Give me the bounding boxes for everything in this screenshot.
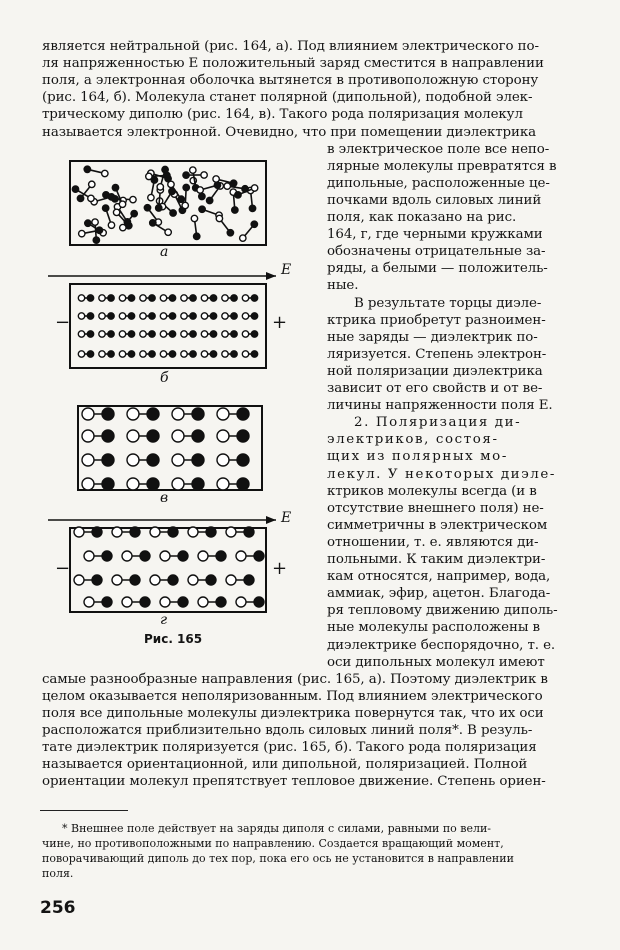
figure-caption: Рис. 165	[144, 632, 203, 646]
text-line: поля, как показано на рис.	[327, 210, 517, 225]
panel-a-dipole-positive	[240, 235, 246, 241]
panel-b-dipole-positive	[140, 313, 146, 319]
panel-g-dipole-negative	[216, 597, 226, 607]
panel-b-dipole-positive	[222, 313, 228, 319]
panel-b-dipole-positive	[99, 295, 105, 301]
panel-b-dipole-positive	[181, 351, 187, 357]
panel-a-dipole-positive	[146, 173, 152, 179]
panel-a-dipole-positive	[120, 224, 126, 230]
panel-g-dipole-negative	[206, 527, 216, 537]
text-line: тате диэлектрик поляризуется (рис. 165, б). Такого рода поляризация	[42, 740, 537, 756]
panel-b-dipole-negative	[108, 313, 114, 319]
panel-b-dipole-positive	[99, 331, 105, 337]
text-line: ктрика приобретут разноимен-	[327, 312, 546, 328]
panel-v-dipole-positive	[82, 430, 94, 442]
panel-b-dipole-negative	[149, 295, 155, 301]
panel-b-dipole-positive	[222, 351, 228, 357]
panel-label-v: в	[160, 490, 169, 506]
text-line: 2. Поляризация ди-	[354, 415, 522, 431]
panel-b-dipole-positive	[181, 295, 187, 301]
panel-v-dipole-positive	[217, 408, 229, 420]
panel-v-dipole-positive	[127, 430, 139, 442]
panel-v-dipole-positive	[172, 478, 184, 490]
panel-g-dipole-positive	[198, 597, 208, 607]
panel-b-dipole-positive	[78, 313, 84, 319]
panel-a-dipole-negative	[84, 166, 90, 172]
text-line: ные.	[327, 278, 359, 294]
text-line: поля, а электронная оболочка вытянется в противоположную сторону	[42, 73, 539, 89]
text-line: обозначены отрицательные за-	[327, 244, 546, 260]
panel-g-dipole-negative	[178, 551, 188, 561]
panel-a-dipole-negative	[178, 196, 184, 202]
panel-b-dipole-positive	[160, 351, 166, 357]
panel-v-dipole-negative	[192, 430, 204, 442]
panel-a-dipole-negative	[183, 172, 189, 178]
panel-b-dipole-negative	[149, 313, 155, 319]
panel-v-dipole-positive	[82, 408, 94, 420]
panel-a-dipole-negative	[96, 227, 102, 233]
panel-b-dipole-positive	[78, 331, 84, 337]
panel-v-dipole-negative	[237, 408, 249, 420]
panel-a-dipole-positive	[165, 229, 171, 235]
text-line: личины напряженности поля E.	[327, 398, 553, 414]
panel-b-dipole-positive	[242, 331, 248, 337]
panel-b-dipole-negative	[231, 313, 237, 319]
panel-b-dipole-positive	[181, 331, 187, 337]
panel-g-dipole-positive	[150, 575, 160, 585]
panel-a-dipole-negative	[194, 233, 200, 239]
text-line: ные заряды — диэлектрик по-	[327, 329, 538, 345]
panel-g-dipole-positive	[236, 597, 246, 607]
panel-b-dipole-positive	[222, 295, 228, 301]
panel-b-dipole-positive	[160, 313, 166, 319]
panel-a-dipole-positive	[88, 195, 94, 201]
panel-v-dipole-negative	[237, 430, 249, 442]
panel-a-dipole-positive	[89, 181, 95, 187]
text-line: называется электронной. Очевидно, что при помещении диэлектрика	[42, 124, 536, 140]
panel-a-dipole-positive	[119, 201, 125, 207]
panel-v-dipole-negative	[237, 454, 249, 466]
panel-a-dipole-negative	[214, 182, 220, 188]
text-line: почками вдоль силовых линий	[327, 192, 542, 208]
panel-v-dipole-positive	[82, 478, 94, 490]
panel-b-dipole-negative	[251, 295, 257, 301]
panel-g-dipole-positive	[84, 551, 94, 561]
panel-g-dipole-positive	[226, 527, 236, 537]
panel-a-dipole-negative	[150, 220, 156, 226]
panel-g-dipole-positive	[198, 551, 208, 561]
panel-b-dipole-negative	[169, 295, 175, 301]
text-line: ля напряженностью E положительный заряд сместится в направлении	[42, 56, 544, 72]
panel-g-dipole-negative	[140, 551, 150, 561]
panel-b-dipole-negative	[169, 351, 175, 357]
panel-v-dipole-negative	[102, 430, 114, 442]
panel-a-dipole-positive	[201, 172, 207, 178]
panel-g-dipole-negative	[168, 575, 178, 585]
panel-b-dipole-negative	[128, 313, 134, 319]
panel-b-dipole-positive	[99, 351, 105, 357]
text-line: лекул. У некоторых диэле-	[327, 466, 557, 482]
panel-a-dipole-negative	[72, 186, 78, 192]
panel-g-dipole-positive	[74, 575, 84, 585]
panel-g-dipole-positive	[122, 551, 132, 561]
text-line: щих из полярных мо-	[327, 449, 508, 465]
panel-a-dipole-negative	[235, 192, 241, 198]
panel-g-dipole-positive	[188, 575, 198, 585]
footnote-line: поворачивающий диполь до тех пор, пока его ось не установится в направлении	[42, 852, 514, 865]
panel-b-dipole-positive	[78, 351, 84, 357]
panel-b-dipole-positive	[242, 313, 248, 319]
panel-b-dipole-positive	[201, 331, 207, 337]
panel-b-dipole-negative	[210, 351, 216, 357]
panel-g-dipole-positive	[160, 597, 170, 607]
panel-a-dipole-negative	[85, 220, 91, 226]
panel-label-b: б	[160, 370, 169, 386]
panel-v-dipole-positive	[127, 454, 139, 466]
panel-v-dipole-negative	[102, 478, 114, 490]
panel-a-dipole-negative	[102, 205, 108, 211]
panel-a-dipole-negative	[230, 180, 236, 186]
panel-b-dipole-negative	[190, 351, 196, 357]
text-line: (рис. 164, б). Молекула станет полярной (дипольной), подобной элек-	[42, 90, 533, 106]
panel-v-dipole-negative	[147, 454, 159, 466]
panel-a-dipole-negative	[144, 205, 150, 211]
text-line: кам относятся, например, вода,	[327, 569, 551, 585]
panel-a-dipole-negative	[251, 221, 257, 227]
field-arrow-b-head	[266, 272, 276, 280]
panel-g-dipole-negative	[92, 575, 102, 585]
panel-a-dipole-negative	[199, 206, 205, 212]
panel-g-dipole-negative	[130, 575, 140, 585]
text-line: аммиак, эфир, ацетон. Благода-	[327, 586, 551, 602]
panel-a-dipole-positive	[224, 183, 230, 189]
panel-g-dipole-negative	[206, 575, 216, 585]
page-number: 256	[40, 898, 76, 918]
panel-v-dipole-positive	[172, 408, 184, 420]
panel-b-dipole-negative	[169, 313, 175, 319]
panel-b-dipole-negative	[87, 313, 93, 319]
text-line: в электрическое поле все непо-	[327, 141, 550, 157]
panel-b-dipole-negative	[231, 295, 237, 301]
text-line: самые разнообразные направления (рис. 165, а). Поэтому диэлектрик в	[42, 671, 548, 687]
panel-a-dipole-negative	[170, 210, 176, 216]
panel-b-dipole-negative	[251, 351, 257, 357]
text-line: отсутствие внешнего поля) не-	[327, 500, 544, 516]
panel-g-dipole-positive	[188, 527, 198, 537]
panel-a-dipole-negative	[249, 205, 255, 211]
panel-a-dipole-negative	[183, 184, 189, 190]
panel-b-dipole-positive	[242, 351, 248, 357]
panel-a-dipole-positive	[130, 196, 136, 202]
minus-sign-b: −	[55, 312, 71, 333]
panel-a-dipole-negative	[93, 237, 99, 243]
text-line: электриков, состоя-	[327, 432, 499, 448]
panel-a-dipole-positive	[79, 230, 85, 236]
panel-b-dipole-positive	[140, 295, 146, 301]
text-line: ляризуется. Степень электрон-	[327, 346, 547, 362]
panel-v-dipole-negative	[237, 478, 249, 490]
text-line: лярные молекулы превратятся в	[327, 158, 557, 174]
panel-v-dipole-positive	[217, 478, 229, 490]
panel-v-dipole-negative	[147, 430, 159, 442]
panel-b-dipole-negative	[251, 313, 257, 319]
panel-g-dipole-positive	[160, 551, 170, 561]
text-line: симметричны в электрическом	[327, 517, 548, 533]
text-line: ряды, а белыми — положитель-	[327, 261, 548, 277]
panel-b-dipole-positive	[222, 331, 228, 337]
panel-b-dipole-positive	[99, 313, 105, 319]
panel-a-dipole-positive	[92, 219, 98, 225]
panel-a-dipole-negative	[162, 166, 168, 172]
panel-b-dipole-negative	[169, 331, 175, 337]
field-arrow-g-head	[266, 516, 276, 524]
panel-b-dipole-negative	[190, 313, 196, 319]
text-line: дипольные, расположенные це-	[327, 175, 550, 191]
text-line: ря тепловому движению диполь-	[327, 603, 558, 619]
panel-g-dipole-negative	[254, 551, 264, 561]
panel-b-dipole-negative	[87, 295, 93, 301]
panel-a-dipole-positive	[213, 176, 219, 182]
panel-g-dipole-positive	[122, 597, 132, 607]
field-label-e-1: E	[281, 262, 292, 278]
panel-b-dipole-positive	[119, 351, 125, 357]
panel-b-dipole-positive	[78, 295, 84, 301]
panel-v-dipole-negative	[192, 408, 204, 420]
text-line: ориентации молекул препятствует тепловое движение. Степень ориен-	[42, 774, 546, 790]
panel-b-dipole-positive	[119, 331, 125, 337]
panel-g-dipole-negative	[244, 575, 254, 585]
panel-label-g: г	[160, 612, 168, 628]
panel-b-dipole-positive	[201, 295, 207, 301]
panel-b-dipole-positive	[119, 295, 125, 301]
panel-a-dipole-positive	[108, 222, 114, 228]
panel-g-dipole-positive	[84, 597, 94, 607]
panel-v-dipole-positive	[82, 454, 94, 466]
panel-b-dipole-positive	[119, 313, 125, 319]
panel-a-dipole-negative	[103, 192, 109, 198]
text-line: целом оказывается неполяризованным. Под влиянием электрического	[42, 688, 543, 704]
panel-b-dipole-positive	[140, 331, 146, 337]
plus-sign-b: +	[272, 312, 288, 333]
panel-g-dipole-positive	[226, 575, 236, 585]
panel-v-dipole-negative	[147, 408, 159, 420]
text-line: В результате торцы диэле-	[354, 295, 542, 311]
panel-v-dipole-negative	[102, 408, 114, 420]
panel-b-dipole-negative	[149, 351, 155, 357]
panel-b-dipole-positive	[160, 295, 166, 301]
text-line: является нейтральной (рис. 164, а). Под влиянием электрического по-	[42, 39, 539, 54]
panel-g-dipole-negative	[130, 527, 140, 537]
panel-b-dipole-negative	[231, 351, 237, 357]
panel-b-dipole-positive	[160, 331, 166, 337]
panel-b-dipole-negative	[108, 351, 114, 357]
panel-v-dipole-negative	[192, 478, 204, 490]
panel-a-dipole-positive	[113, 209, 119, 215]
panel-b-dipole-negative	[128, 295, 134, 301]
panel-a-dipole-positive	[197, 187, 203, 193]
panel-g-dipole-negative	[254, 597, 264, 607]
text-line: ктриков молекулы всегда (и в	[327, 483, 537, 499]
panel-b-dipole-positive	[181, 313, 187, 319]
panel-v-dipole-positive	[217, 454, 229, 466]
panel-a-dipole-positive	[251, 185, 257, 191]
panel-a-dipole-positive	[190, 167, 196, 173]
panel-g-dipole-positive	[150, 527, 160, 537]
panel-a-dipole-negative	[199, 193, 205, 199]
panel-a-dipole-negative	[232, 207, 238, 213]
panel-b-dipole-negative	[87, 351, 93, 357]
panel-g-dipole-negative	[216, 551, 226, 561]
panel-b-dipole-negative	[210, 295, 216, 301]
panel-b-dipole-negative	[210, 313, 216, 319]
panel-a-dipole-positive	[102, 170, 108, 176]
panel-g-dipole-positive	[112, 527, 122, 537]
panel-v-dipole-positive	[127, 478, 139, 490]
panel-b-dipole-positive	[242, 295, 248, 301]
panel-a-dipole-positive	[182, 202, 188, 208]
footnote-line: чине, но противоположными по направлению. Создается вращающий момент,	[42, 837, 504, 850]
panel-g-dipole-negative	[92, 527, 102, 537]
panel-v-dipole-positive	[127, 408, 139, 420]
panel-a-dipole-negative	[169, 188, 175, 194]
text-line: зависит от его свойств и от ве-	[327, 381, 543, 396]
panel-a-dipole-negative	[227, 230, 233, 236]
panel-b-dipole-negative	[231, 331, 237, 337]
field-label-e-2: E	[281, 510, 292, 526]
panel-g-dipole-negative	[102, 597, 112, 607]
text-line: ные молекулы расположены в	[327, 620, 540, 636]
panel-a-dipole-negative	[112, 184, 118, 190]
panel-b-dipole-negative	[128, 351, 134, 357]
panel-b-dipole-negative	[210, 331, 216, 337]
text-line: 164, г, где черными кружками	[327, 227, 543, 243]
panel-a-dipole-negative	[206, 197, 212, 203]
panel-v-dipole-positive	[217, 430, 229, 442]
panel-label-a: а	[160, 244, 169, 260]
panel-v-dipole-negative	[102, 454, 114, 466]
panel-a-dipole-negative	[156, 205, 162, 211]
panel-g-dipole-negative	[102, 551, 112, 561]
panel-v-dipole-positive	[172, 430, 184, 442]
panel-g-dipole-positive	[112, 575, 122, 585]
panel-b-dipole-negative	[251, 331, 257, 337]
panel-g-dipole-negative	[178, 597, 188, 607]
panel-g-dipole-positive	[74, 527, 84, 537]
text-line: оси дипольных молекул имеют	[327, 654, 545, 670]
panel-b-dipole-negative	[190, 331, 196, 337]
text-line: диэлектрике беспорядочно, т. е.	[327, 637, 556, 653]
panel-b-dipole-negative	[190, 295, 196, 301]
panel-a-dipole-positive	[216, 215, 222, 221]
text-line: расположатся приблизительно вдоль силовых линий поля*. В резуль-	[42, 723, 533, 738]
panel-a-dipole-positive	[191, 215, 197, 221]
panel-b-dipole-positive	[140, 351, 146, 357]
panel-b-dipole-positive	[201, 351, 207, 357]
panel-a-dipole-negative	[242, 186, 248, 192]
panel-b-dipole-negative	[149, 331, 155, 337]
panel-v-dipole-negative	[192, 454, 204, 466]
panel-b-dipole-negative	[128, 331, 134, 337]
text-line: отношении, т. е. являются ди-	[327, 534, 539, 550]
panel-a-dipole-positive	[157, 184, 163, 190]
panel-g-dipole-negative	[244, 527, 254, 537]
panel-b-dipole-negative	[87, 331, 93, 337]
footnote-line: поля.	[42, 867, 74, 880]
panel-a-dipole-negative	[131, 210, 137, 216]
minus-sign-g: −	[55, 558, 71, 579]
panel-b-dipole-negative	[108, 295, 114, 301]
text-line: польными. К таким диэлектри-	[327, 552, 546, 567]
panel-g-dipole-negative	[168, 527, 178, 537]
text-line: поля все дипольные молекулы диэлектрика повернутся так, что их оси	[42, 705, 544, 721]
text-line: называется ориентационной, или дипольной, поляризацией. Полной	[42, 757, 528, 773]
text-line: трическому диполю (рис. 164, в). Такого рода поляризация молекул	[42, 107, 523, 123]
panel-g-dipole-positive	[236, 551, 246, 561]
panel-g-dipole-negative	[140, 597, 150, 607]
panel-v-dipole-negative	[147, 478, 159, 490]
panel-a-dipole-negative	[77, 195, 83, 201]
text-line: ной поляризации диэлектрика	[327, 363, 543, 379]
panel-v-dipole-positive	[172, 454, 184, 466]
footnote-line: * Внешнее поле действует на заряды диполя с силами, равными по вели-	[62, 822, 492, 835]
panel-b-dipole-positive	[201, 313, 207, 319]
panel-a-dipole-positive	[148, 194, 154, 200]
panel-b-dipole-negative	[108, 331, 114, 337]
plus-sign-g: +	[272, 558, 288, 579]
